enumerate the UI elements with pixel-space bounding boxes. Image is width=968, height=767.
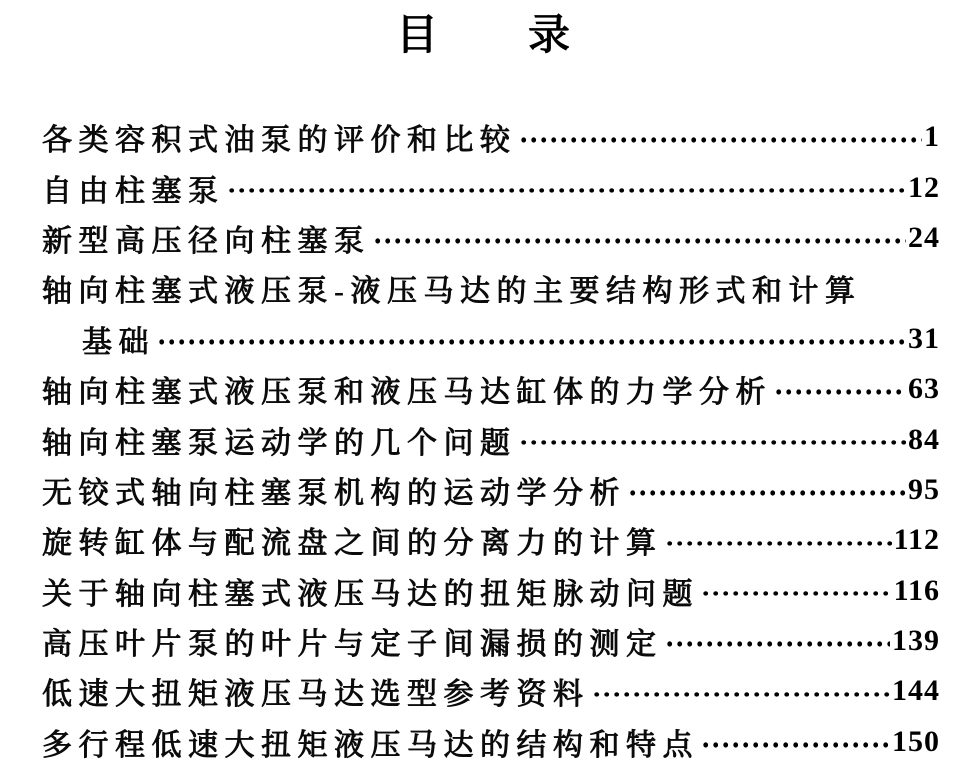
toc-page-number: 116 [893, 573, 940, 607]
toc-row-wrapped-second-line [42, 314, 940, 364]
dot-leader [521, 137, 923, 143]
toc-entry-text: 多行程低速大扭矩液压马达的结构和特点 [42, 728, 699, 762]
dot-leader [776, 389, 906, 395]
toc-page-number: 1 [924, 120, 940, 154]
toc-row [42, 566, 940, 616]
dot-leader [703, 591, 892, 597]
toc-row [42, 213, 940, 263]
toc-row [42, 465, 940, 515]
toc-page-number: 112 [893, 523, 940, 557]
toc-page-number: 95 [908, 472, 940, 506]
toc-page-number: 139 [892, 624, 940, 658]
toc-row-wrapped-first-line [42, 263, 940, 313]
toc-page-number: 12 [908, 170, 940, 204]
toc-entry-text: 关于轴向柱塞式液压马达的扭矩脉动问题 [42, 577, 699, 611]
toc-page-number: 150 [892, 724, 940, 758]
dot-leader [594, 692, 891, 698]
toc-row [42, 616, 940, 666]
toc-row [42, 717, 940, 767]
toc-row [42, 515, 940, 565]
toc-row [42, 112, 940, 162]
table-of-contents [42, 112, 940, 767]
toc-row [42, 364, 940, 414]
toc-entry-text: 高压叶片泵的叶片与定子间漏损的测定 [42, 628, 663, 662]
toc-page-number: 31 [908, 321, 940, 355]
dot-leader [375, 238, 907, 244]
dot-leader [703, 742, 890, 748]
dot-leader [159, 339, 906, 345]
toc-entry-text: 旋转缸体与配流盘之间的分离力的计算 [42, 527, 663, 561]
dot-leader [630, 490, 906, 496]
toc-row [42, 414, 940, 464]
dot-leader [229, 188, 907, 194]
toc-entry-text: 新型高压径向柱塞泵 [42, 224, 371, 258]
dot-leader [667, 541, 892, 547]
toc-page-number: 63 [908, 372, 940, 406]
toc-page-number: 144 [892, 674, 940, 708]
toc-entry-text: 轴向柱塞泵运动学的几个问题 [42, 426, 517, 460]
toc-page-number: 24 [908, 220, 940, 254]
toc-entry-text: 轴向柱塞式液压泵-液压马达的主要结构形式和计算 [42, 275, 862, 309]
toc-entry-text: 轴向柱塞式液压泵和液压马达缸体的力学分析 [42, 376, 772, 410]
toc-entry-text: 基础 [82, 325, 155, 359]
toc-entry-text: 各类容积式油泵的评价和比较 [42, 124, 517, 158]
toc-entry-text: 低速大扭矩液压马达选型参考资料 [42, 678, 590, 712]
toc-row [42, 666, 940, 716]
dot-leader [667, 641, 891, 647]
toc-page-number: 84 [908, 422, 940, 456]
toc-entry-text: 自由柱塞泵 [42, 174, 225, 208]
page-title: 目 录 [395, 13, 572, 59]
toc-entry-text: 无铰式轴向柱塞泵机构的运动学分析 [42, 476, 626, 510]
toc-row [42, 162, 940, 212]
dot-leader [521, 440, 907, 446]
